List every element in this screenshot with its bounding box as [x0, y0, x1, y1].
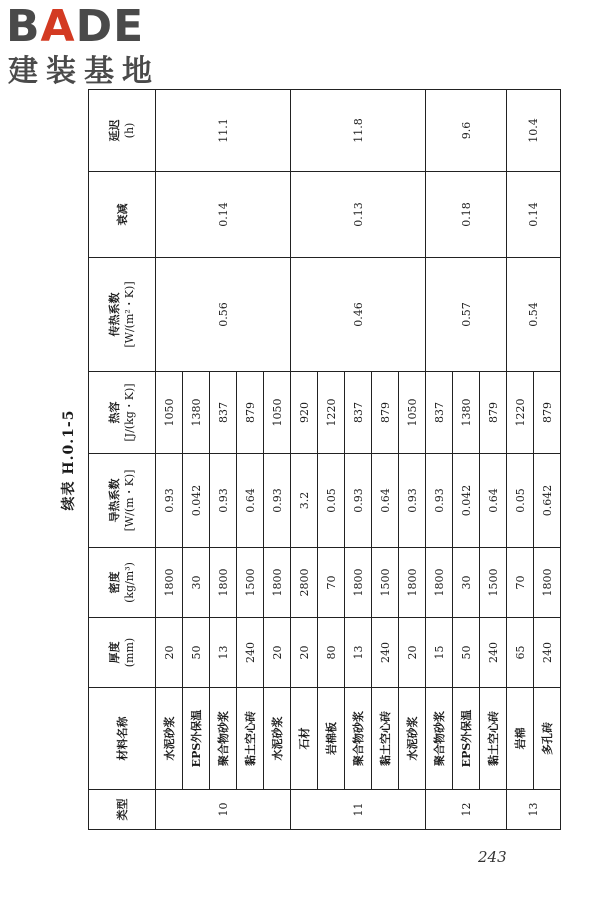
material-name-cell: 黏土空心砖	[237, 688, 264, 790]
density-cell: 1800	[345, 548, 372, 618]
heat-capacity-cell: 1050	[156, 372, 183, 454]
conductivity-cell: 0.93	[426, 454, 453, 548]
conductivity-cell: 0.042	[453, 454, 480, 548]
bade-logo	[6, 2, 176, 94]
header-heat-capacity-unit: [J/(kg・K)]	[123, 383, 136, 442]
thermal-performance-table	[88, 89, 561, 830]
logo-letter-d: D	[75, 1, 114, 52]
header-name: 材料名称	[89, 688, 156, 790]
header-attenuation: 衰减	[89, 172, 156, 258]
heat-capacity-cell: 879	[237, 372, 264, 454]
attenuation-cell: 0.13	[291, 172, 426, 258]
thickness-cell: 13	[345, 618, 372, 688]
heat-capacity-cell: 879	[480, 372, 507, 454]
heat-capacity-cell: 879	[372, 372, 399, 454]
header-conductivity-unit: [W/(m・K)]	[123, 469, 136, 532]
type-cell: 11	[291, 790, 426, 830]
table-title: 续表 H.0.1-5	[61, 409, 77, 511]
header-coefficient-label: 传热系数	[108, 292, 121, 337]
thickness-cell: 20	[156, 618, 183, 688]
table-row	[507, 90, 534, 830]
density-cell: 70	[507, 548, 534, 618]
material-name-cell: 多孔砖	[534, 688, 561, 790]
conductivity-cell: 0.05	[318, 454, 345, 548]
thickness-cell: 20	[399, 618, 426, 688]
conductivity-cell: 0.93	[345, 454, 372, 548]
conductivity-cell: 0.042	[183, 454, 210, 548]
material-name-cell: 黏土空心砖	[480, 688, 507, 790]
conductivity-cell: 0.93	[264, 454, 291, 548]
material-name-cell: 岩棉板	[318, 688, 345, 790]
conductivity-cell: 0.64	[372, 454, 399, 548]
thickness-cell: 15	[426, 618, 453, 688]
material-name-cell: 水泥砂浆	[156, 688, 183, 790]
thickness-cell: 240	[372, 618, 399, 688]
material-name-cell: 岩棉	[507, 688, 534, 790]
logo-letter-a: A	[40, 1, 76, 52]
thickness-cell: 80	[318, 618, 345, 688]
header-conductivity-label: 导热系数	[108, 478, 121, 523]
material-name-cell: 黏土空心砖	[372, 688, 399, 790]
material-name-cell: EPS外保温	[183, 688, 210, 790]
page-number: 243	[478, 848, 507, 866]
heat-transfer-coefficient-cell: 0.56	[156, 258, 291, 372]
material-name-cell: 聚合物砂浆	[345, 688, 372, 790]
thickness-cell: 240	[480, 618, 507, 688]
delay-cell: 11.1	[156, 90, 291, 172]
conductivity-cell: 0.93	[156, 454, 183, 548]
heat-capacity-cell: 837	[210, 372, 237, 454]
conductivity-cell: 0.642	[534, 454, 561, 548]
header-thickness	[89, 618, 156, 688]
conductivity-cell: 0.93	[210, 454, 237, 548]
density-cell: 1800	[399, 548, 426, 618]
density-cell: 2800	[291, 548, 318, 618]
thickness-cell: 13	[210, 618, 237, 688]
thickness-cell: 20	[291, 618, 318, 688]
header-density	[89, 548, 156, 618]
table-header	[89, 90, 156, 830]
heat-capacity-cell: 1380	[183, 372, 210, 454]
material-name-cell: 聚合物砂浆	[210, 688, 237, 790]
header-type: 类型	[89, 790, 156, 830]
thickness-cell: 20	[264, 618, 291, 688]
logo-letter-e: E	[113, 1, 145, 52]
heat-capacity-cell: 1050	[264, 372, 291, 454]
header-delay	[89, 90, 156, 172]
logo-letter-b: B	[6, 1, 41, 52]
delay-cell: 9.6	[426, 90, 507, 172]
table-body	[156, 90, 561, 830]
heat-transfer-coefficient-cell: 0.54	[507, 258, 561, 372]
header-density-label: 密度	[108, 571, 121, 594]
conductivity-cell: 0.64	[480, 454, 507, 548]
heat-capacity-cell: 1220	[318, 372, 345, 454]
conductivity-cell: 0.05	[507, 454, 534, 548]
logo-tagline: 建装基地	[8, 54, 160, 89]
material-name-cell: EPS外保温	[453, 688, 480, 790]
density-cell: 1800	[156, 548, 183, 618]
material-name-cell: 石材	[291, 688, 318, 790]
conductivity-cell: 0.64	[237, 454, 264, 548]
header-coefficient-unit: [W/(m²・K)]	[123, 281, 136, 348]
thickness-cell: 240	[237, 618, 264, 688]
material-name-cell: 水泥砂浆	[399, 688, 426, 790]
attenuation-cell: 0.18	[426, 172, 507, 258]
heat-capacity-cell: 879	[534, 372, 561, 454]
heat-transfer-coefficient-cell: 0.57	[426, 258, 507, 372]
table-row	[426, 90, 453, 830]
material-name-cell: 聚合物砂浆	[426, 688, 453, 790]
density-cell: 1500	[372, 548, 399, 618]
density-cell: 70	[318, 548, 345, 618]
density-cell: 1500	[480, 548, 507, 618]
heat-capacity-cell: 1220	[507, 372, 534, 454]
delay-cell: 10.4	[507, 90, 561, 172]
header-thickness-unit: (mm)	[123, 637, 136, 668]
header-delay-label: 延迟	[108, 119, 121, 142]
thickness-cell: 240	[534, 618, 561, 688]
heat-capacity-cell: 1050	[399, 372, 426, 454]
density-cell: 1800	[264, 548, 291, 618]
rotated-table-container	[61, 90, 554, 830]
header-delay-unit: (h)	[123, 122, 136, 139]
table-row	[291, 90, 318, 830]
thickness-cell: 50	[453, 618, 480, 688]
type-cell: 12	[426, 790, 507, 830]
header-thickness-label: 厚度	[108, 641, 121, 664]
logo-wordmark	[6, 2, 144, 52]
attenuation-cell: 0.14	[507, 172, 561, 258]
thickness-cell: 65	[507, 618, 534, 688]
heat-capacity-cell: 837	[345, 372, 372, 454]
header-density-unit: (kg/m³)	[123, 562, 136, 603]
attenuation-cell: 0.14	[156, 172, 291, 258]
table-row	[156, 90, 183, 830]
heat-capacity-cell: 1380	[453, 372, 480, 454]
thickness-cell: 50	[183, 618, 210, 688]
conductivity-cell: 3.2	[291, 454, 318, 548]
delay-cell: 11.8	[291, 90, 426, 172]
density-cell: 30	[183, 548, 210, 618]
density-cell: 1800	[534, 548, 561, 618]
header-heat-capacity-label: 热容	[108, 401, 121, 424]
conductivity-cell: 0.93	[399, 454, 426, 548]
heat-capacity-cell: 837	[426, 372, 453, 454]
density-cell: 1800	[210, 548, 237, 618]
type-cell: 10	[156, 790, 291, 830]
density-cell: 1800	[426, 548, 453, 618]
material-name-cell: 水泥砂浆	[264, 688, 291, 790]
header-heat-capacity	[89, 372, 156, 454]
density-cell: 1500	[237, 548, 264, 618]
header-coefficient	[89, 258, 156, 372]
type-cell: 13	[507, 790, 561, 830]
heat-transfer-coefficient-cell: 0.46	[291, 258, 426, 372]
density-cell: 30	[453, 548, 480, 618]
heat-capacity-cell: 920	[291, 372, 318, 454]
header-conductivity	[89, 454, 156, 548]
